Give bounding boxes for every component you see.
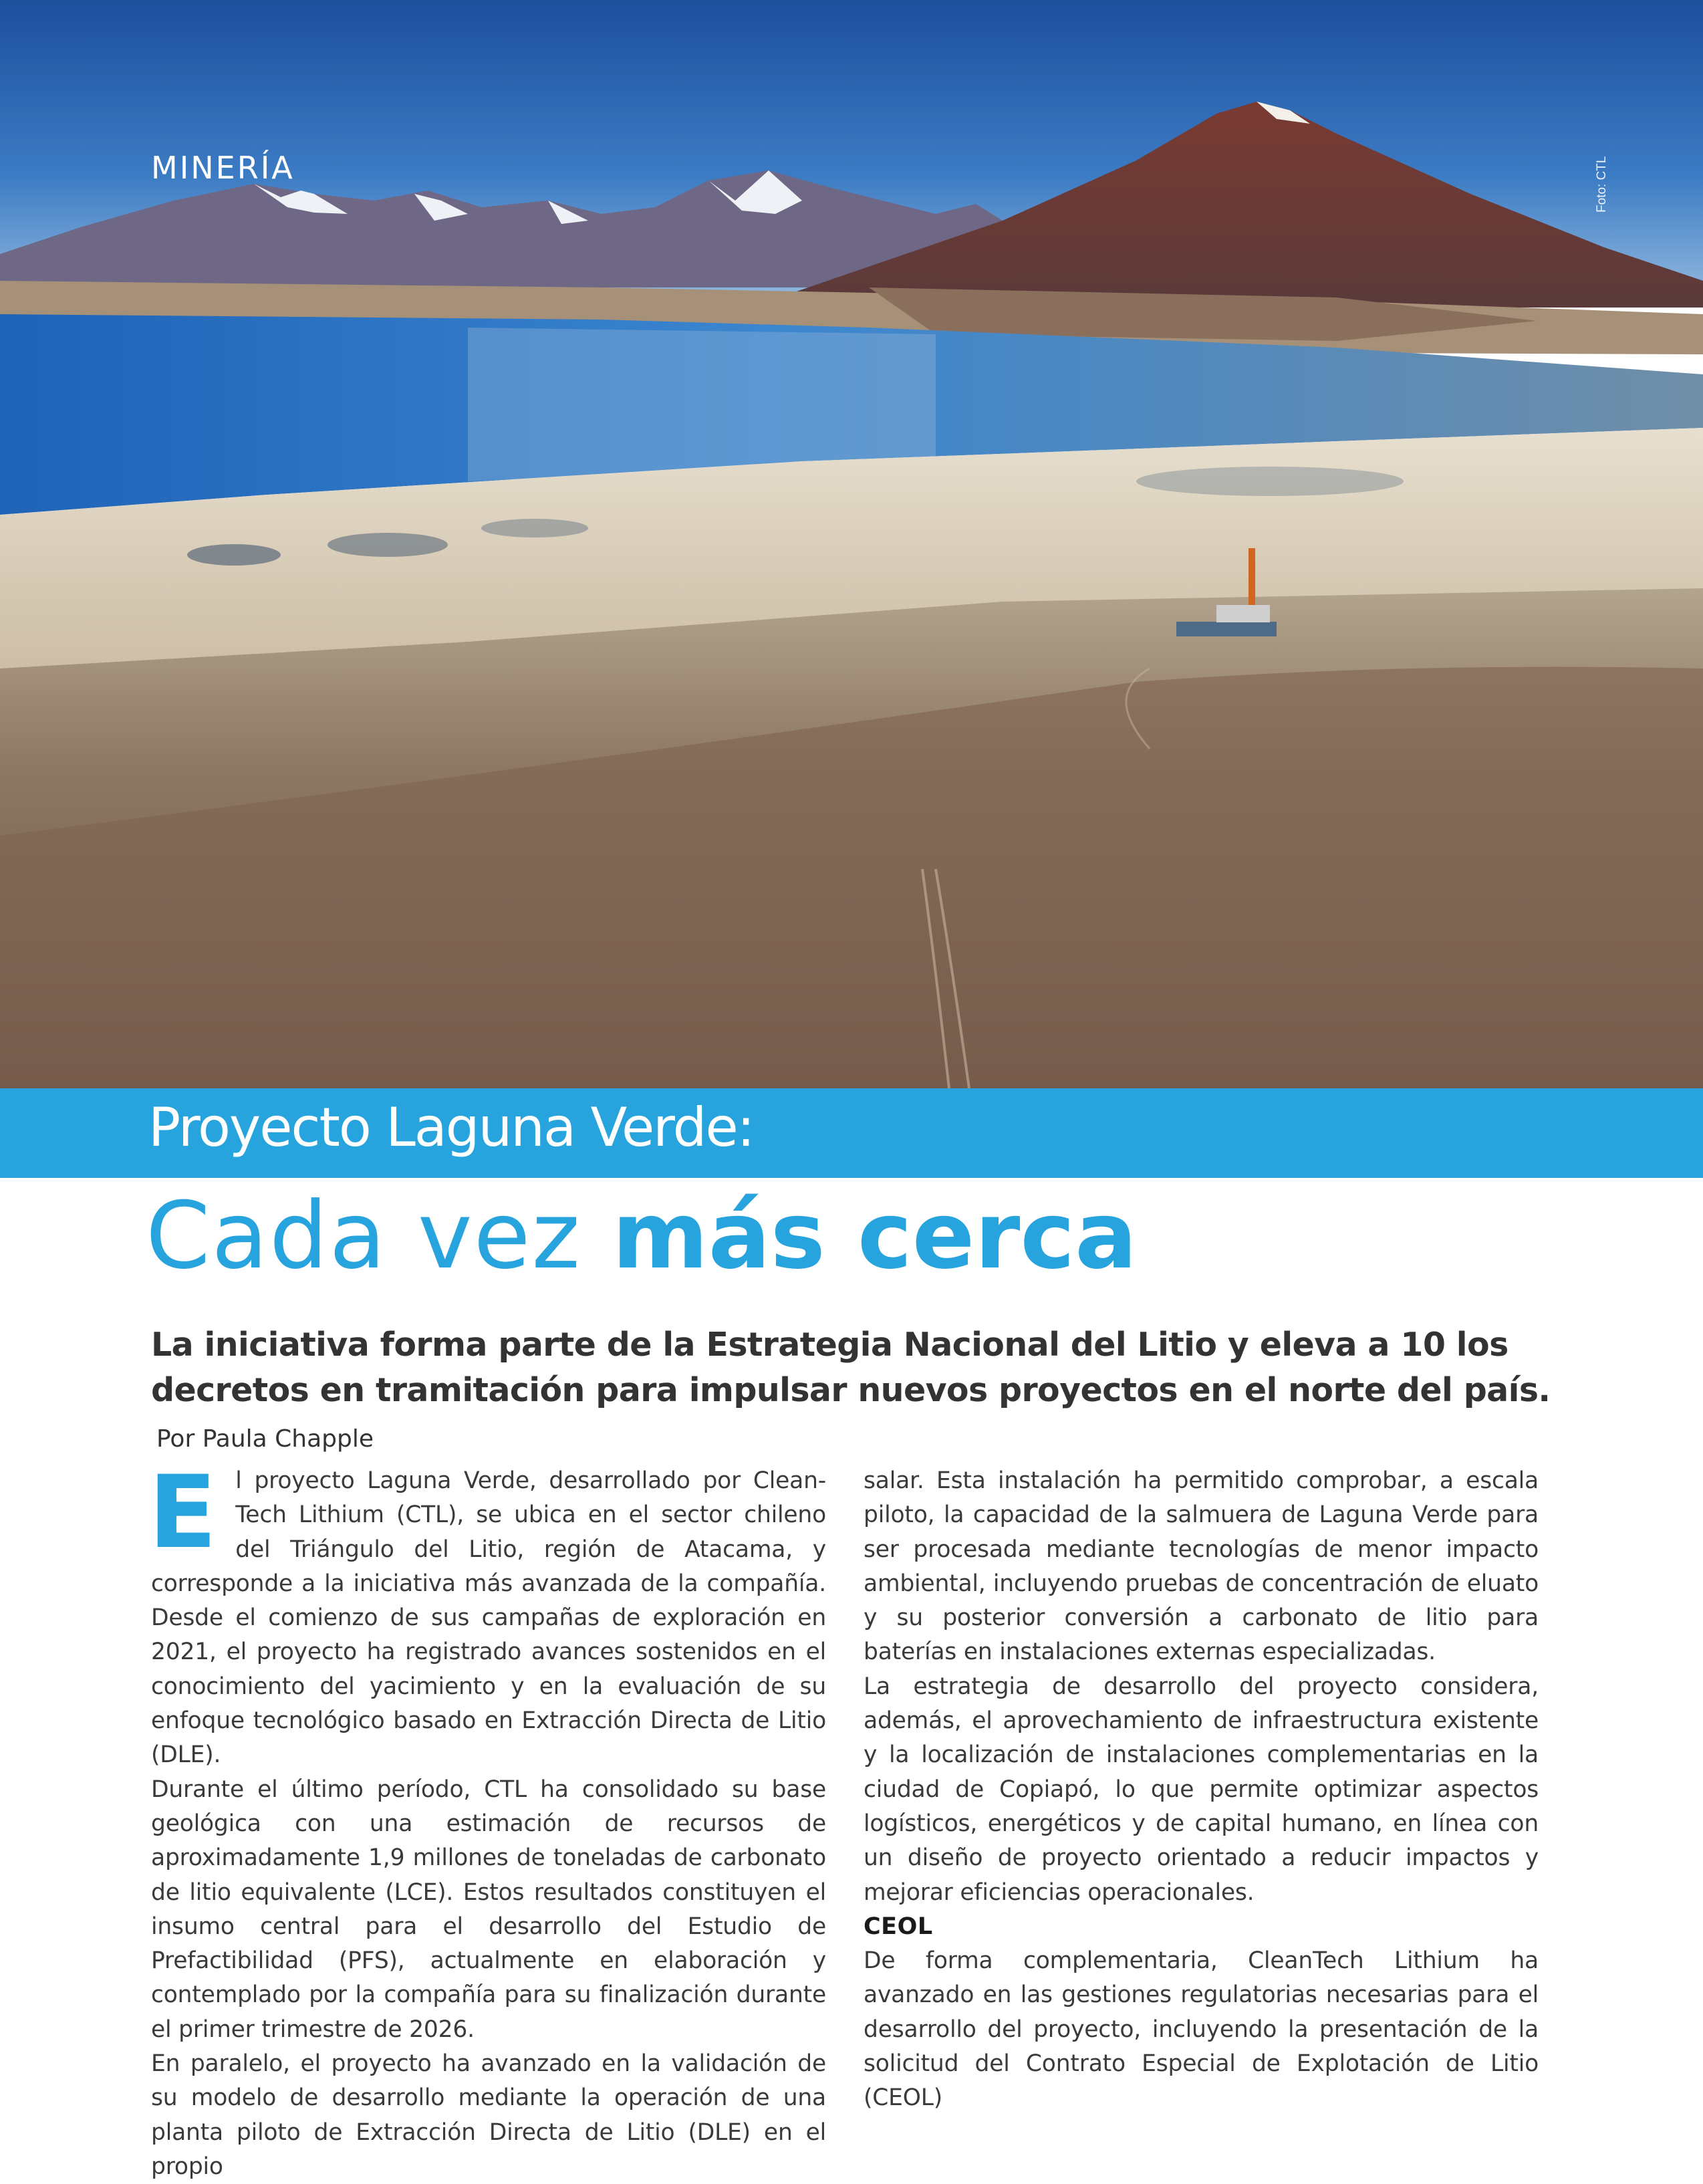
deck (151, 1322, 1568, 1462)
kicker-title: Proyecto Laguna Verde: (148, 1096, 754, 1159)
body-column-left (148, 1455, 826, 2184)
photo-credit: Foto: CTL (1595, 156, 1609, 213)
paragraph-1 (148, 1455, 826, 1773)
headline (146, 1181, 1137, 1292)
paragraph-1-text: l proyecto Laguna Verde, desarrollado por Clean-Tech Lithium (CTL), se ubica en el sector chileno del Triángulo del Litio, región de Atacama, y corresponde a la iniciativa más avanzada de la compañía. Desde el comienzo de sus campañas de exploración en 2021, el proyecto ha registrado avances sostenidos en el conocimiento del yacimiento y en la evaluación de su enfoque tecnológico basado en Extracción Directa de Litio (DLE). (151, 1467, 826, 1769)
deck-text: La iniciativa forma parte de la Estrategia Nacional del Litio y eleva a 10 los decretos en tramitación para impulsar nuevos proyectos en el norte del país. (151, 1326, 1551, 1409)
paragraph-5: La estrategia de desarrollo del proyecto considera, además, el aprovechamiento de infraestructura existente y la localización de instalaciones complementarias en la ciudad de Copiapó, lo que permite optimizar aspectos logísticos, energéticos y de capital humano, en línea con un diseño de proyecto orientado a reducir impactos y mejorar eficiencias operacionales. (864, 1673, 1539, 1906)
hero-photo (0, 0, 1703, 1088)
headline-bold: más cerca (612, 1182, 1138, 1290)
drop-cap: E (148, 1455, 217, 1571)
paragraph-2: Durante el último período, CTL ha consolidado su base geológica con una estimación de recursos de aproximadamente 1,9 millones de toneladas de carbonato de litio equivalente (LCE). Estos resultados constituyen el insumo central para el desarrollo del Estudio de Prefactibilidad (PFS), actualmente en elaboración y contemplado por la compañía para su finalización durante el primer trimestre de 2026. (151, 1776, 826, 2043)
body-column-right (864, 1464, 1539, 2116)
headline-light: Cada vez (146, 1182, 612, 1290)
byline: Por Paula Chapple (156, 1425, 374, 1453)
section-label: MINERÍA (151, 150, 295, 186)
paragraph-4: salar. Esta instalación ha permitido comprobar, a escala piloto, la capacidad de la salmuera de Laguna Verde para ser procesada mediante tecnologías de menor impacto ambiental, incluyendo pruebas de concentración de eluato y su posterior conversión a carbonato de litio para baterías en instalaciones externas especializadas. (864, 1467, 1539, 1666)
paragraph-6: De forma complementaria, CleanTech Lithium ha avanzado en las gestiones regulatorias necesarias para el desarrollo del proyecto, incluyendo la presentación de la solicitud del Contrato Especial de Explotación de Litio (CEOL) (864, 1947, 1539, 2112)
paragraph-3: En paralelo, el proyecto ha avanzado en la validación de su modelo de desarrollo mediante la operación de una planta piloto de Extracción Directa de Litio (DLE) en el propio (151, 2050, 826, 2180)
subheading-ceol: CEOL (864, 1913, 933, 1940)
